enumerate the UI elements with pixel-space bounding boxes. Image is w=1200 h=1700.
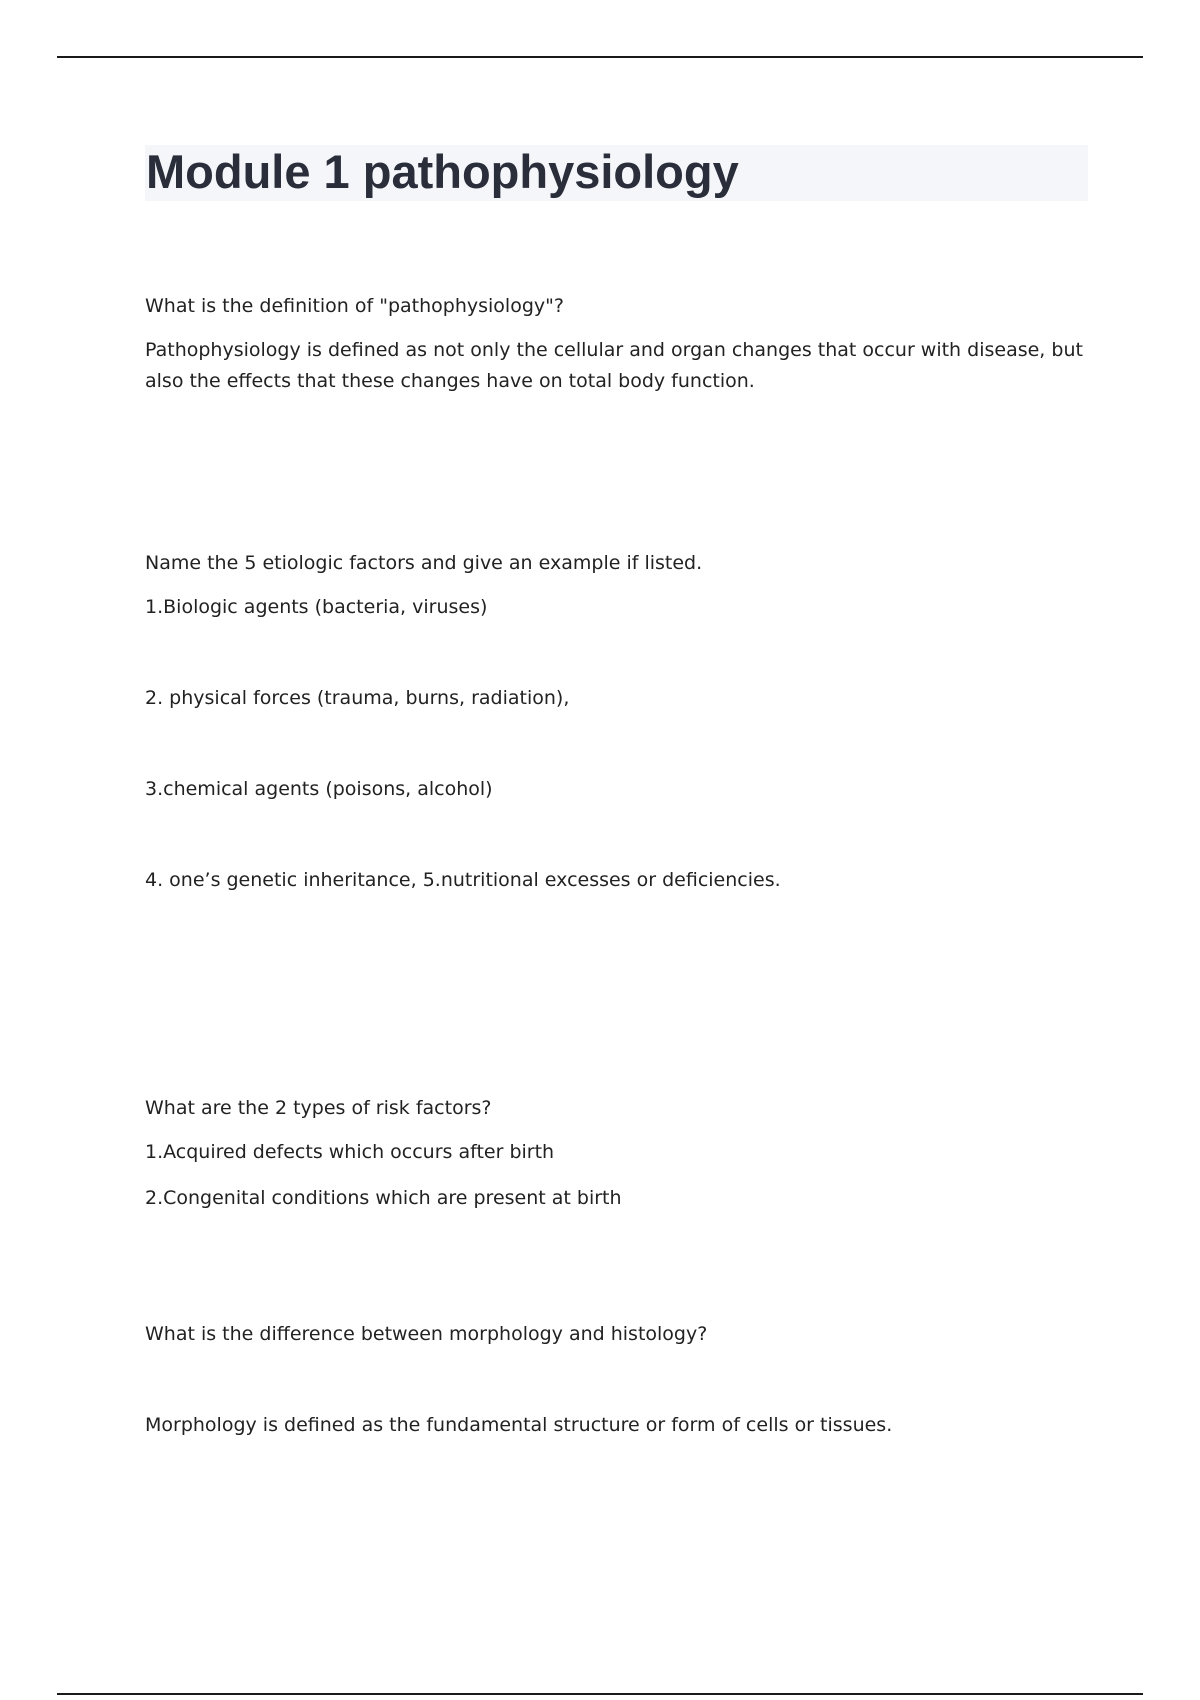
list-item: 1.Biologic agents (bacteria, viruses) <box>145 596 488 618</box>
top-rule <box>57 56 1143 58</box>
question-4: What is the difference between morphology and histology? <box>145 1323 708 1345</box>
bottom-rule <box>57 1693 1143 1695</box>
answer-4: Morphology is defined as the fundamental structure or form of cells or tissues. <box>145 1414 893 1436</box>
question-3: What are the 2 types of risk factors? <box>145 1097 492 1119</box>
list-item: 4. one’s genetic inheritance, 5.nutritional excesses or deficiencies. <box>145 869 781 891</box>
question-2: Name the 5 etiologic factors and give an example if listed. <box>145 552 703 574</box>
list-item: 2.Congenital conditions which are present at birth <box>145 1187 622 1209</box>
question-1: What is the definition of "pathophysiology"? <box>145 295 564 317</box>
list-item: 1.Acquired defects which occurs after birth <box>145 1141 555 1163</box>
answer-1: Pathophysiology is defined as not only the cellular and organ changes that occur with disease, but also the effects that these changes have on total body function. <box>145 339 1083 392</box>
page-title: Module 1 pathophysiology <box>146 145 739 198</box>
list-item: 2. physical forces (trauma, burns, radiation), <box>145 687 570 709</box>
list-item: 3.chemical agents (poisons, alcohol) <box>145 778 493 800</box>
